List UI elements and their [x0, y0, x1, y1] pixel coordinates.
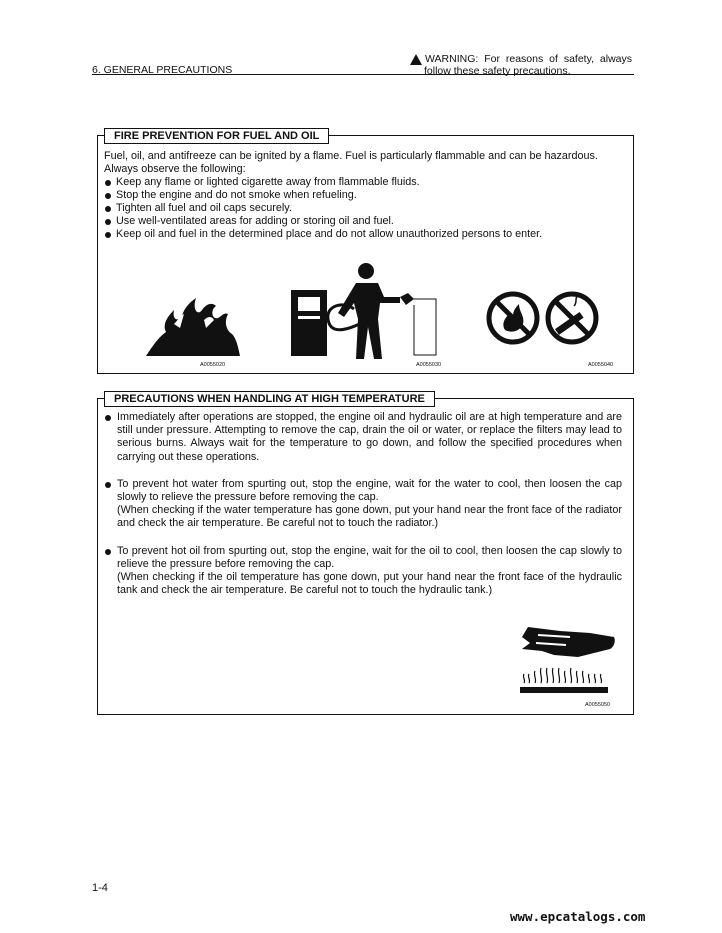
paragraph-3	[104, 545, 622, 598]
no-open-flame-icon	[485, 290, 541, 346]
fire-prevention-text	[104, 150, 628, 241]
paragraph-2	[104, 478, 622, 531]
fuel-pump-icon	[289, 288, 331, 358]
list-item: Keep oil and fuel in the determined place and do not allow unauthorized persons to enter.	[104, 228, 628, 241]
hand-heat-icon	[518, 621, 618, 701]
warning-line-1: WARNING: For reasons of safety, always	[425, 53, 632, 65]
page-number: 1-4	[92, 882, 108, 894]
fire-bullet-list	[104, 176, 628, 241]
fire-observe: Always observe the following:	[104, 163, 246, 175]
paragraph-3-note: (When checking if the oil temperature has gone down, put your hand near the front face of the hydraulic tank and check the air temperature. Be careful not to touch the hydraulic tank.)	[117, 571, 622, 597]
list-item: Keep any flame or lighted cigarette away from flammable fluids.	[104, 176, 628, 189]
fire-prevention-title: FIRE PREVENTION FOR FUEL AND OIL	[104, 128, 329, 144]
flame-icon	[144, 294, 244, 358]
paragraph-3-body: To prevent hot oil from spurting out, stop the engine, wait for the oil to cool, then loosen the cap slowly to relieve the pressure before removing the cap.	[117, 544, 622, 570]
warning-line-2: follow these safety precautions.	[424, 65, 571, 77]
figure-caption: A0055050	[585, 702, 611, 708]
no-smoking-icon	[544, 290, 600, 346]
figure-caption: A0055040	[588, 362, 614, 368]
list-item: Tighten all fuel and oil caps securely.	[104, 202, 628, 215]
person-refueling-icon	[326, 261, 446, 361]
paragraph-2-note: (When checking if the water temperature has gone down, put your hand near the front face of the radiator and check the air temperature. Be careful not to touch the radiator.)	[117, 504, 622, 530]
high-temperature-title: PRECAUTIONS WHEN HANDLING AT HIGH TEMPERATURE	[104, 391, 435, 407]
warning-triangle-icon	[410, 54, 422, 65]
high-temperature-box	[97, 393, 634, 715]
high-temperature-text	[104, 411, 622, 597]
figure-caption: A0055030	[416, 362, 442, 368]
fire-intro: Fuel, oil, and antifreeze can be ignited by a flame. Fuel is particularly flammable and can be hazardous.	[104, 150, 598, 162]
fire-prevention-box	[97, 130, 634, 374]
paragraph-1: Immediately after operations are stopped, the engine oil and hydraulic oil are at high temperature and are still under pressure. Attempting to remove the cap, drain the oil or water, or replace the filters may lead to serious burns. Always wait for the temperature to go down, and follow the specified procedures when carrying out these operations.	[104, 411, 622, 464]
paragraph-2-body: To prevent hot water from spurting out, stop the engine, wait for the water to cool, then loosen the cap slowly to relieve the pressure before removing the cap.	[117, 477, 622, 504]
list-item: Use well-ventilated areas for adding or storing oil and fuel.	[104, 215, 628, 228]
website-watermark: www.epcatalogs.com	[510, 909, 646, 924]
header-rule	[92, 74, 634, 75]
list-item: Stop the engine and do not smoke when refueling.	[104, 189, 628, 202]
section-heading: 6. GENERAL PRECAUTIONS	[92, 64, 233, 76]
figure-caption: A0055020	[200, 362, 226, 368]
